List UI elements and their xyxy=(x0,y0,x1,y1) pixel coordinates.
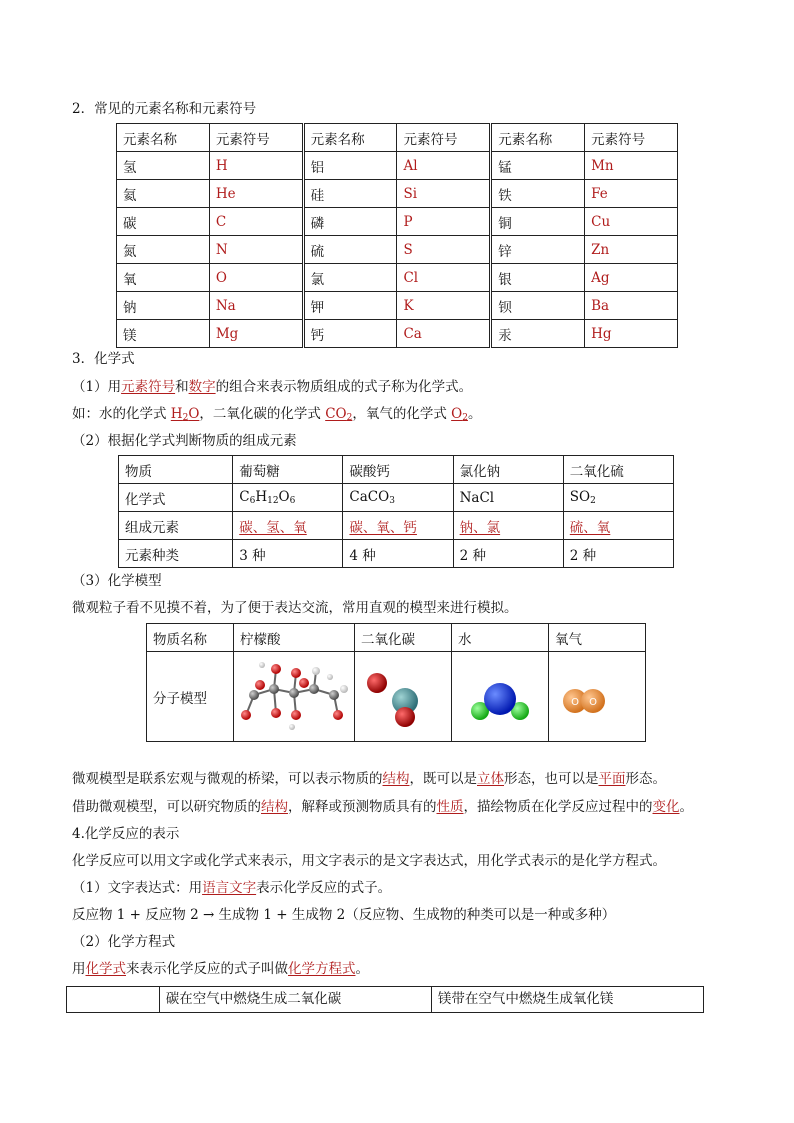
formula-part: NaCl xyxy=(459,489,495,506)
answer-span: 化学方程式 xyxy=(288,961,356,977)
reaction-table xyxy=(66,986,704,1013)
answer-span: 钠、氯 xyxy=(459,519,501,536)
table-row xyxy=(117,264,678,292)
element-symbol: Na xyxy=(209,292,303,320)
paragraph-formula-examples xyxy=(72,402,481,423)
answer-span: 结构 xyxy=(382,771,410,787)
element-symbol: Ag xyxy=(585,264,678,292)
water-model-cell xyxy=(452,652,549,742)
element-symbol: Zn xyxy=(585,236,678,264)
text-span: 。 xyxy=(467,406,482,422)
table-row xyxy=(117,320,678,348)
text-span: 用 xyxy=(72,961,86,977)
section-3-heading: 3．化学式 xyxy=(72,351,135,367)
table-row xyxy=(67,987,704,1013)
element-name: 锰 xyxy=(491,152,585,180)
text-span: 如：水的化学式 xyxy=(72,406,171,422)
formula-part: H xyxy=(170,406,183,422)
table-row xyxy=(117,292,678,320)
atom-label: O xyxy=(571,696,579,708)
answer-span: 变化 xyxy=(652,799,680,815)
section-2-heading: 2．常见的元素名称和元素符号 xyxy=(72,101,257,117)
answer-o2 xyxy=(451,406,468,422)
text-span: ，解释或预测物质具有的 xyxy=(288,799,437,815)
text-span: （1）用 xyxy=(72,379,122,395)
element-symbol: S xyxy=(397,236,491,264)
element-name: 银 xyxy=(491,264,585,292)
element-name: 钠 xyxy=(117,292,210,320)
table-header-row xyxy=(147,624,646,652)
answer-span: 碳、氧、钙 xyxy=(349,519,417,536)
paragraph-model-intro: 微观粒子看不见摸不着，为了便于表达交流，常用直观的模型来进行模拟。 xyxy=(72,600,518,616)
formula-cell xyxy=(453,484,563,512)
citric-acid-model-cell xyxy=(234,652,355,742)
text-span: （1）文字表达式：用 xyxy=(72,880,203,896)
table-row xyxy=(117,236,678,264)
text-span: 和 xyxy=(175,379,189,395)
paragraph-model-usage xyxy=(72,795,693,815)
element-symbol: P xyxy=(397,208,491,236)
element-name: 锌 xyxy=(491,236,585,264)
carbon-dioxide-model-cell xyxy=(355,652,452,742)
formula-subscript: 2 xyxy=(462,413,468,423)
formula-subscript: 2 xyxy=(590,496,596,506)
header-cell: 水 xyxy=(452,624,549,652)
element-name: 氦 xyxy=(117,180,210,208)
elements-cell xyxy=(233,512,343,540)
text-span: ，既可以是 xyxy=(409,771,477,787)
formula-subscript: 12 xyxy=(267,496,279,506)
table-header-row xyxy=(117,124,678,152)
row-label: 物质 xyxy=(119,456,233,484)
formula-part: O xyxy=(188,406,200,422)
element-symbol: Mg xyxy=(209,320,303,348)
paragraph-model-bridge xyxy=(72,767,666,787)
formula-part: CO xyxy=(325,406,347,422)
element-name: 氯 xyxy=(303,264,397,292)
paragraph-subsection-3: （3）化学模型 xyxy=(72,573,162,589)
header-cell: 氧气 xyxy=(549,624,646,652)
element-name: 钙 xyxy=(303,320,397,348)
carbon-dioxide-molecule-image xyxy=(355,653,451,741)
section-4-heading: 4.化学反应的表示 xyxy=(72,826,180,842)
element-symbol: O xyxy=(209,264,303,292)
formula-part: H xyxy=(255,489,268,505)
header-cell: 元素符号 xyxy=(397,124,491,152)
text-span: 表示化学反应的式子。 xyxy=(256,880,392,896)
count-cell: 4 种 xyxy=(343,540,453,568)
formula-cell xyxy=(343,484,453,512)
reaction-header: 碳在空气中燃烧生成二氧化碳 xyxy=(159,987,431,1013)
text-span: ，氧气的化学式 xyxy=(352,406,452,422)
header-cell: 物质名称 xyxy=(147,624,234,652)
text-span: 。 xyxy=(679,799,693,815)
header-cell: 元素符号 xyxy=(209,124,303,152)
table-row xyxy=(117,208,678,236)
answer-co2 xyxy=(325,406,352,422)
element-symbol: Hg xyxy=(585,320,678,348)
element-symbol: Cl xyxy=(397,264,491,292)
answer-span: 立体 xyxy=(477,771,504,787)
element-name: 铁 xyxy=(491,180,585,208)
row-label: 组成元素 xyxy=(119,512,233,540)
element-symbol: K xyxy=(397,292,491,320)
element-name: 镁 xyxy=(117,320,210,348)
atom-label: O xyxy=(589,696,597,708)
element-symbol: Si xyxy=(397,180,491,208)
answer-span: 性质 xyxy=(436,799,464,815)
substance-name: 碳酸钙 xyxy=(343,456,453,484)
text-span: ，描绘物质在化学反应过程中的 xyxy=(463,799,653,815)
answer-span: 碳、氢、氧 xyxy=(239,519,307,536)
element-name: 氢 xyxy=(117,152,210,180)
element-symbol: He xyxy=(209,180,303,208)
formula-part: SO xyxy=(569,489,591,505)
answer-h2o xyxy=(171,406,200,422)
header-cell: 元素名称 xyxy=(117,124,210,152)
answer-span: 硫、氧 xyxy=(569,519,611,536)
header-cell: 柠檬酸 xyxy=(234,624,355,652)
element-symbol: Fe xyxy=(585,180,678,208)
row-label: 元素种类 xyxy=(119,540,233,568)
element-symbol: C xyxy=(209,208,303,236)
element-name: 钾 xyxy=(303,292,397,320)
elements-cell xyxy=(343,512,453,540)
row-label: 分子模型 xyxy=(147,652,234,742)
element-symbol: Ba xyxy=(585,292,678,320)
blank-cell xyxy=(67,987,160,1013)
element-symbol: Cu xyxy=(585,208,678,236)
water-molecule-image xyxy=(452,653,548,741)
header-cell: 元素名称 xyxy=(491,124,585,152)
element-symbol-table xyxy=(116,123,678,348)
paragraph-subsection-2: （2）根据化学式判断物质的组成元素 xyxy=(72,433,297,449)
substance-name: 葡萄糖 xyxy=(233,456,343,484)
paragraph-subsection-equation: （2）化学方程式 xyxy=(72,934,176,950)
formula-subscript: 3 xyxy=(389,496,395,506)
answer-span: 数字 xyxy=(188,379,216,395)
element-symbol: Al xyxy=(397,152,491,180)
element-symbol: Ca xyxy=(397,320,491,348)
table-row xyxy=(119,540,674,568)
paragraph-word-equation xyxy=(72,876,391,896)
header-cell: 元素名称 xyxy=(303,124,397,152)
formula-part: O xyxy=(278,489,290,505)
elements-cell xyxy=(563,512,673,540)
oxygen-molecule-image xyxy=(549,653,645,741)
element-name: 汞 xyxy=(491,320,585,348)
header-cell: 元素符号 xyxy=(585,124,678,152)
element-name: 硅 xyxy=(303,180,397,208)
oxygen-model-cell xyxy=(549,652,646,742)
table-row xyxy=(147,652,646,742)
text-span: ，二氧化碳的化学式 xyxy=(199,406,326,422)
element-name: 铜 xyxy=(491,208,585,236)
text-span: 的组合来表示物质组成的式子称为化学式。 xyxy=(215,379,473,395)
citric-acid-molecule-image xyxy=(234,653,354,741)
element-symbol: H xyxy=(209,152,303,180)
text-span: 微观模型是联系宏观与微观的桥梁，可以表示物质的 xyxy=(72,771,383,787)
paragraph-reaction-intro: 化学反应可以用文字或化学式来表示，用文字表示的是文字表达式，用化学式表示的是化学方程式。 xyxy=(72,853,666,869)
row-label: 化学式 xyxy=(119,484,233,512)
formula-cell xyxy=(233,484,343,512)
molecule-model-table xyxy=(146,623,646,742)
formula-part: C xyxy=(239,489,250,505)
table-row xyxy=(119,456,674,484)
text-span: 来表示化学反应的式子叫做 xyxy=(126,961,288,977)
paragraph-formula-definition xyxy=(72,375,472,395)
substance-name: 二氧化硫 xyxy=(563,456,673,484)
reaction-header: 镁带在空气中燃烧生成氧化镁 xyxy=(431,987,703,1013)
table-row xyxy=(117,180,678,208)
formula-subscript: 6 xyxy=(289,496,296,506)
formula-cell xyxy=(563,484,673,512)
text-span: 形态，也可以是 xyxy=(504,771,599,787)
text-span: 。 xyxy=(355,961,369,977)
answer-span: 语言文字 xyxy=(202,880,257,896)
formula-part: O xyxy=(451,406,463,422)
table-row xyxy=(119,512,674,540)
formula-subscript: 6 xyxy=(249,496,256,506)
table-row xyxy=(117,152,678,180)
answer-span: 结构 xyxy=(261,799,288,815)
element-name: 磷 xyxy=(303,208,397,236)
text-span: 借助微观模型，可以研究物质的 xyxy=(72,799,261,815)
answer-span: 元素符号 xyxy=(121,379,176,395)
table-row xyxy=(119,484,674,512)
answer-span: 平面 xyxy=(598,771,626,787)
formula-subscript: 2 xyxy=(346,413,353,423)
count-cell: 2 种 xyxy=(563,540,673,568)
element-name: 碳 xyxy=(117,208,210,236)
substance-name: 氯化钠 xyxy=(453,456,563,484)
element-symbol: N xyxy=(209,236,303,264)
paragraph-reaction-template: 反应物 1 + 反应物 2 → 生成物 1 + 生成物 2（反应物、生成物的种类可以是一种或多种） xyxy=(72,907,616,923)
paragraph-equation-definition xyxy=(72,957,369,977)
element-name: 氧 xyxy=(117,264,210,292)
element-symbol: Mn xyxy=(585,152,678,180)
composition-table xyxy=(118,455,674,568)
formula-subscript: 2 xyxy=(182,413,189,423)
element-name: 氮 xyxy=(117,236,210,264)
elements-cell xyxy=(453,512,563,540)
answer-span: 化学式 xyxy=(85,961,126,977)
header-cell: 二氧化碳 xyxy=(355,624,452,652)
element-name: 钡 xyxy=(491,292,585,320)
element-name: 硫 xyxy=(303,236,397,264)
formula-part: CaCO xyxy=(349,489,390,505)
element-name: 铝 xyxy=(303,152,397,180)
count-cell: 2 种 xyxy=(453,540,563,568)
count-cell: 3 种 xyxy=(233,540,343,568)
text-span: 形态。 xyxy=(625,771,666,787)
